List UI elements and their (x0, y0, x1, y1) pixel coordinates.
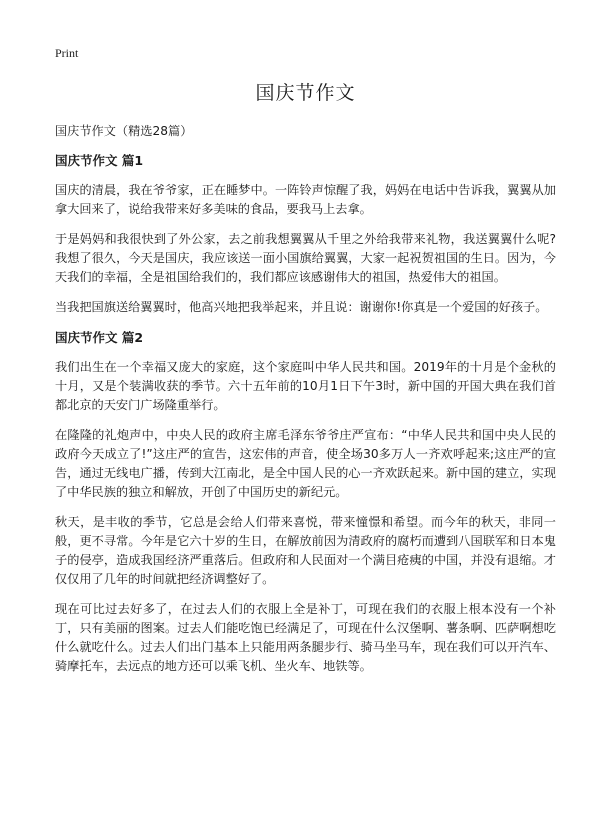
page-title: 国庆节作文 (255, 82, 356, 104)
document-subtitle: 国庆节作文（精选28篇） (55, 124, 193, 138)
essay-section-2 (55, 328, 556, 676)
section-heading: 国庆节作文 篇1 (55, 153, 144, 168)
paragraph: 于是妈妈和我很快到了外公家，去之前我想翼翼从千里之外给我带来礼物，我送翼翼什么呢?我想了很久，今天是国庆，我应该送一面小国旗给翼翼，大家一起祝贺祖国的生日。因为，今天我们的幸福，全是祖国给我们的，我们都应该感谢伟大的祖国，热爱伟大的祖国。 (55, 232, 556, 284)
paragraph: 在隆隆的礼炮声中，中央人民的政府主席毛泽东爷爷庄严宣布：“中华人民共和国中央人民的政府今天成立了!”这庄严的宣告，这宏伟的声音，使全场30多万人一齐欢呼起来;这庄严的宣告，通过无线电广播，传到大江南北，是全中国人民的心一齐欢跃起来。新中国的建立，实现了中华民族的独立和解放，开创了中国历史的新纪元。 (55, 428, 556, 499)
paragraph: 现在可比过去好多了，在过去人们的衣服上全是补丁，可现在我们的衣服上根本没有一个补丁，只有美丽的图案。过去人们能吃饱已经满足了，可现在什么汉堡啊、薯条啊、匹萨啊想吃什么就吃什么。过去人们出门基本上只能用两条腿步行、骑马坐马车，现在我们可以开汽车、骑摩托车，去远点的地方还可以乘飞机、坐火车、地铁等。 (55, 602, 556, 673)
essay-section-1 (55, 151, 556, 317)
paragraph: 我们出生在一个幸福又庞大的家庭，这个家庭叫中华人民共和国。2019年的十月是个金秋的十月，又是个装满收获的季节。六十五年前的10月1日下午3时，新中国的开国大典在我们首都北京的天安门广场隆重举行。 (55, 360, 556, 412)
paragraph: 国庆的清晨，我在爷爷家，正在睡梦中。一阵铃声惊醒了我，妈妈在电话中告诉我，翼翼从加拿大回来了，说给我带来好多美味的食品，要我马上去拿。 (55, 183, 556, 216)
print-link[interactable]: Print (55, 46, 79, 60)
section-heading: 国庆节作文 篇2 (55, 330, 144, 345)
paragraph: 秋天，是丰收的季节，它总是会给人们带来喜悦，带来憧憬和希望。而今年的秋天，非同一般，更不寻常。今年是它六十岁的生日，在解放前因为清政府的腐朽而遭到八国联军和日本鬼子的侵亭，造成我国经济严重落后。但政府和人民面对一个满目疮痍的中国，并没有退缩。才仅仅用了几年的时间就把经济调整好了。 (55, 515, 556, 586)
paragraph: 当我把国旗送给翼翼时，他高兴地把我举起来，并且说：谢谢你!你真是一个爱国的好孩子。 (55, 300, 548, 314)
